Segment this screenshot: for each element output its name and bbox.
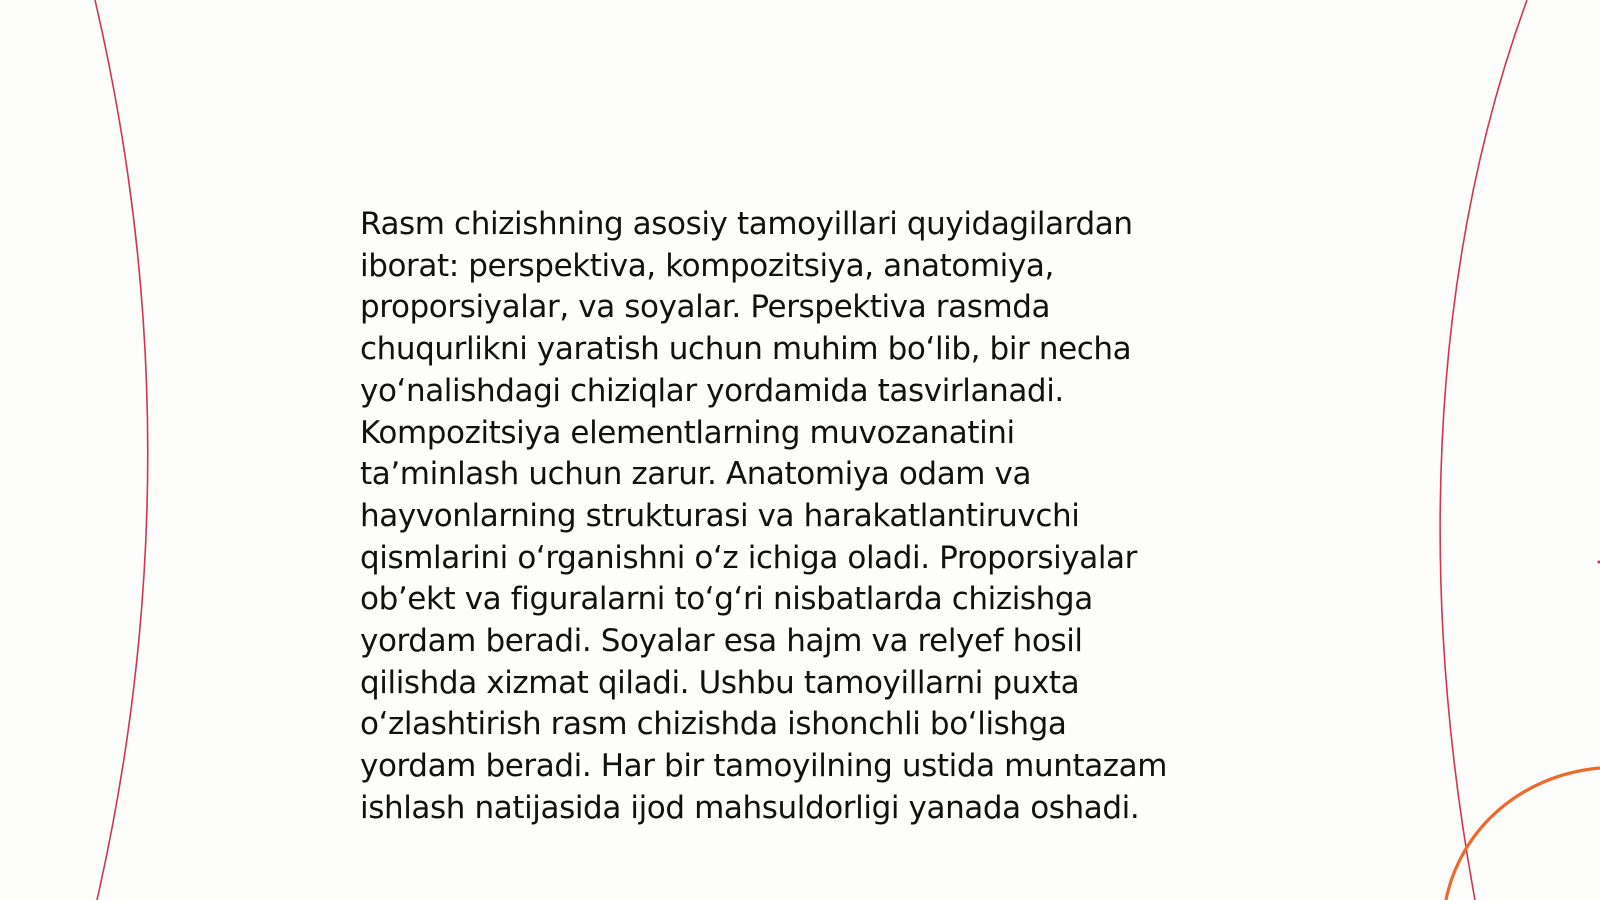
paragraph-line: ob’ekt va figuralarni to‘g‘ri nisbatlarda chizishga (360, 581, 1093, 618)
paragraph-line: iborat: perspektiva, kompozitsiya, anatomiya, (360, 247, 1054, 284)
paragraph-line: qismlarini o‘rganishni o‘z ichiga oladi. Proporsiyalar (360, 539, 1137, 576)
paragraph-line: chuqurlikni yaratish uchun muhim bo‘lib, bir necha (360, 331, 1132, 368)
paragraph-line: Rasm chizishning asosiy tamoyillari quyidagilardan (360, 206, 1133, 242)
paragraph-line: yordam beradi. Soyalar esa hajm va relyef hosil (360, 623, 1083, 660)
paragraph-line: ta’minlash uchun zarur. Anatomiya odam va (360, 456, 1032, 493)
paragraph-line: yo‘nalishdagi chiziqlar yordamida tasvirlanadi. (360, 372, 1064, 409)
paragraph-line: proporsiyalar, va soyalar. Perspektiva rasmda (360, 289, 1051, 326)
body-paragraph (360, 204, 1240, 830)
paragraph-line: ishlash natijasida ijod mahsuldorligi yanada oshadi. (360, 789, 1140, 826)
paragraph-line: Kompozitsiya elementlarning muvozanatini (360, 414, 1015, 451)
left-curve-line (95, 0, 148, 900)
right-curve-line (1440, 0, 1527, 900)
paragraph-line: yordam beradi. Har bir tamoyilning ustida muntazam (360, 748, 1168, 785)
paragraph-line: hayvonlarning strukturasi va harakatlantiruvchi (360, 497, 1080, 534)
bottom-right-arc (1446, 768, 1600, 900)
paragraph-line: qilishda xizmat qiladi. Ushbu tamoyillarni puxta (360, 664, 1080, 701)
paragraph-line: o‘zlashtirish rasm chizishda ishonchli bo‘lishga (360, 706, 1067, 743)
